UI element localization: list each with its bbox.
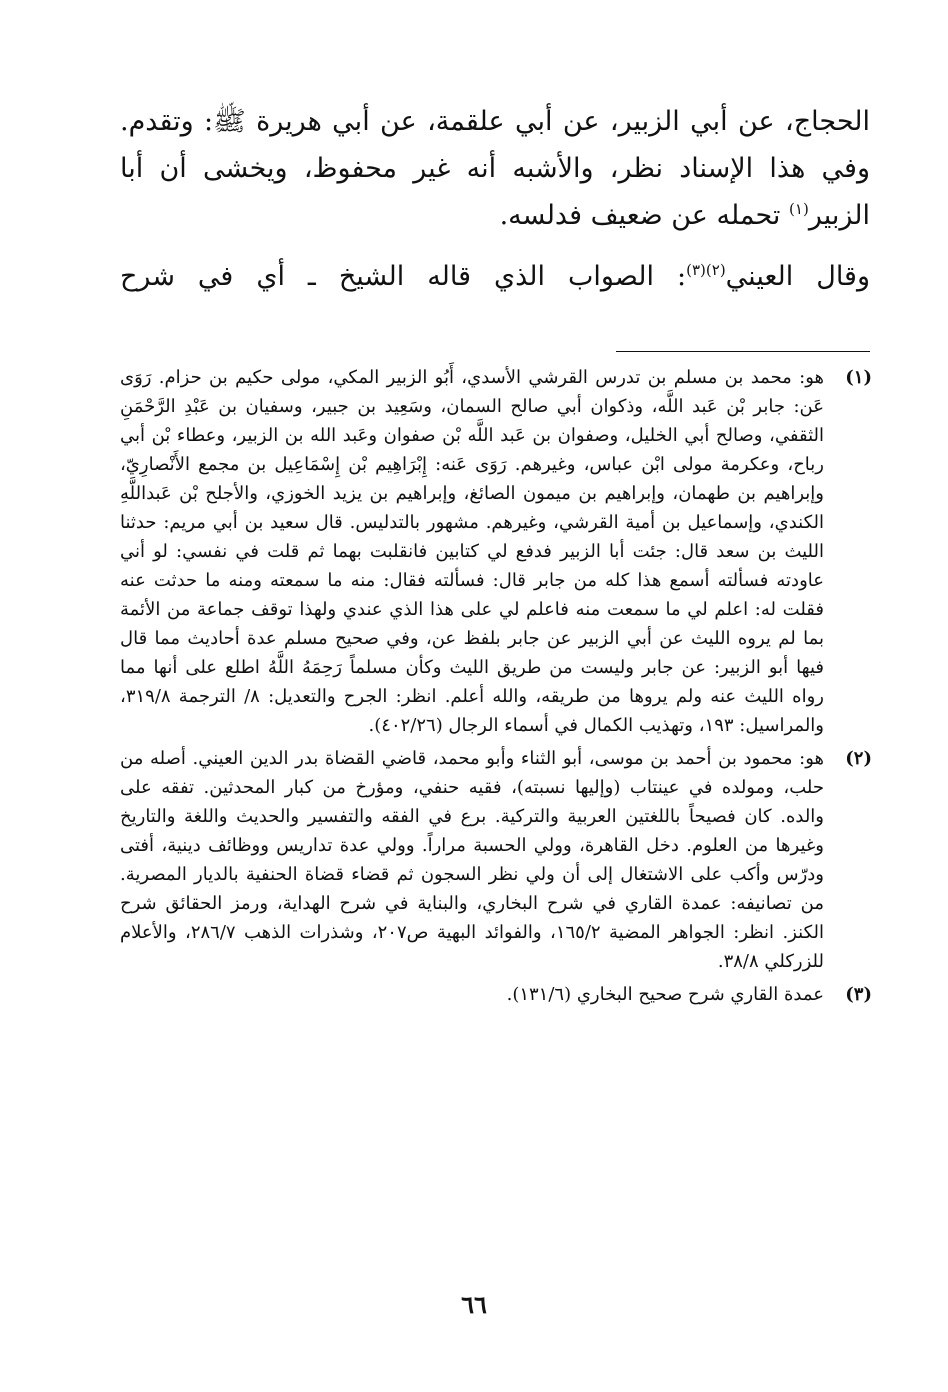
- main-paragraph: [120, 98, 870, 239]
- footnote-number: (٣): [845, 984, 872, 1005]
- footnote-separator: [616, 351, 870, 352]
- footnote-reference[interactable]: (٢)(٣): [686, 261, 726, 279]
- main-text-body: [120, 98, 870, 300]
- paragraph-text: وقال العيني: [725, 261, 870, 292]
- footnote-3: [120, 980, 872, 1009]
- footnote-1: [120, 363, 872, 740]
- footnote-2: [120, 744, 872, 976]
- footnote-number: (١): [845, 367, 872, 388]
- paragraph-text: : الصواب الذي قاله الشيخ ـ أي في شرح: [120, 261, 687, 292]
- page-number: ٦٦: [461, 1290, 487, 1319]
- paragraph-text: الحجاج، عن أبي الزبير، عن أبي علقمة، عن أبي هريرة ﷺ: وتقدم. وفي هذا الإسناد نظر، والأشبه أنه غير محفوظ، ويخشى أن أبا الزبير: [120, 106, 870, 231]
- footnotes-section: [120, 363, 872, 1013]
- footnote-text: هو: محمود بن أحمد بن موسى، أبو الثناء وأبو محمد، قاضي القضاة بدر الدين العيني. أصله من حلب، ومولده في عينتاب (وإليها نسبته)، فقيه حنفي، ومؤرخ من كبار المحدثين. تفقه على والده. كان فصيحاً باللغتين العربية والتركية. برع في الفقه والتفسير والحديث واللغة والتاريخ وغيرها من العلوم. دخل القاهرة، وولي الحسبة مراراً. وولي عدة تداريس ووظائف دينية، أفتى ودرّس وأكب على الاشتغال إلى أن ولي نظر السجون ثم قضاء قضاة الحنفية بالديار المصرية. من تصانيفه: عمدة القاري في شرح البخاري، والبناية في شرح الهداية، ورمز الحقائق شرح الكنز. انظر: الجواهر المضية ١٦٥/٢، والفوائد البهية ص٢٠٧، وشذرات الذهب ٢٨٦/٧، والأعلام للزركلي ٣٨/٨.: [120, 748, 824, 972]
- footnote-text: هو: محمد بن مسلم بن تدرس القرشي الأسدي، أَبُو الزبير المكي، مولى حكيم بن حزام. رَوَى عَن: جابر بْن عَبد اللَّه، وذكوان أبي صالح السمان، وسَعِيد بن جبير، وسفيان بن عَبْدِ الرَّحْمَنِ الثقفي، وصالح أبي الخليل، وصفوان بن عَبد اللَّه بْن صفوان وعَبد الله بن الزبير، وعطاء بْن أبي رباح، وعكرمة مولى ابْن عباس، وغيرهم. رَوَى عَنه: إِبْرَاهِيم بْن إِسْمَاعِيل بن مجمع الأَنْصارِيّ، وإبراهيم بن طهمان، وإبراهيم بن ميمون الصائغ، وإبراهيم بن يزيد الخوزي، والأجلح بْن عَبداللَّهِ الكندي، وإسماعيل بن أمية القرشي، وغيرهم. مشهور بالتدليس. قال سعيد بن أبي مريم: حدثنا الليث بن سعد قال: جئت أبا الزبير فدفع لي كتابين فانقلبت بهما ثم قلت في نفسي: لو أني عاودته فسألته أسمع هذا كله من جابر قال: فسألته فقال: منه ما سمعته ومنه ما حدثت عنه فقلت له: اعلم لي ما سمعت منه فاعلم لي على هذا الذي عندي ولهذا توقف جماعة من الأئمة بما لم يروه الليث عن أبي الزبير عن جابر بلفظ عن، وفي صحيح مسلم عدة أحاديث مما قال فيها أبو الزبير: عن جابر وليست من طريق الليث وكأن مسلماً رَحِمَهُ اللَّهُ اطلع على أنها مما رواه الليث عنه ولم يروها من طريقه، والله أعلم. انظر: الجرح والتعديل: ٨/ الترجمة ٣١٩/٨، والمراسيل: ١٩٣، وتهذيب الكمال في أسماء الرجال (٤٠٢/٢٦).: [120, 367, 825, 736]
- main-paragraph: [120, 253, 870, 300]
- footnote-text: عمدة القاري شرح صحيح البخاري (١٣١/٦).: [506, 984, 824, 1005]
- footnote-reference[interactable]: (١): [789, 200, 809, 218]
- footnote-number: (٢): [845, 748, 872, 769]
- paragraph-text: تحمله عن ضعيف فدلسه.: [499, 200, 790, 231]
